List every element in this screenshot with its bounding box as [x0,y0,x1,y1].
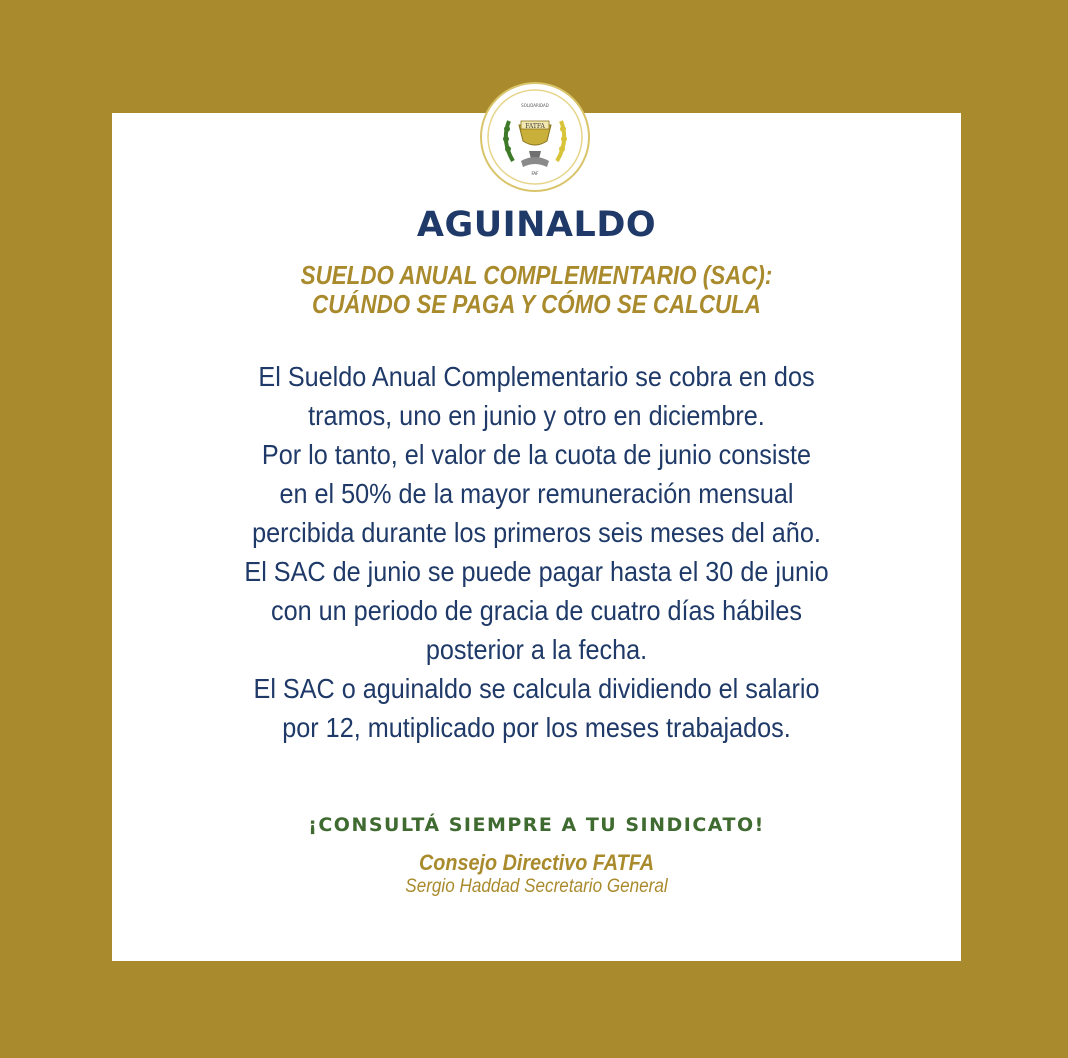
svg-text:FAF: FAF [531,171,539,176]
body-line: en el 50% de la mayor remuneración mensual [279,478,794,509]
body-line: posterior a la fecha. [425,634,648,665]
subtitle-line: CUÁNDO SE PAGA Y CÓMO SE CALCULA [312,289,761,319]
fatfa-seal-logo-icon [479,81,591,193]
body-paragraph [132,357,941,747]
signature: Sergio Haddad Secretario General [405,876,668,897]
announcement-card [112,103,961,961]
call-to-action: ¡CONSULTÁ SIEMPRE A TU SINDICATO! [308,814,765,836]
body-line: El SAC o aguinaldo se calcula dividiendo el salario [253,673,820,704]
body-line: Por lo tanto, el valor de la cuota de junio consiste [261,439,812,470]
body-line: El Sueldo Anual Complementario se cobra en dos [258,361,815,392]
body-line: por 12, mutiplicado por los meses trabajados. [282,712,791,743]
body-line: tramos, uno en junio y otro en diciembre. [308,400,765,431]
body-line: con un periodo de gracia de cuatro días hábiles [271,595,802,626]
seal-label: FATFA [525,123,545,130]
subtitle-line: SUELDO ANUAL COMPLEMENTARIO (SAC): [300,260,773,290]
body-line: El SAC de junio se puede pagar hasta el 30 de junio [244,556,829,587]
svg-text:SOLIDARIDAD: SOLIDARIDAD [521,103,549,108]
organization-name: Consejo Directivo FATFA [418,850,655,875]
body-line: percibida durante los primeros seis meses del año. [252,517,821,548]
subtitle [171,261,901,319]
page-title: AGUINALDO [416,205,657,245]
